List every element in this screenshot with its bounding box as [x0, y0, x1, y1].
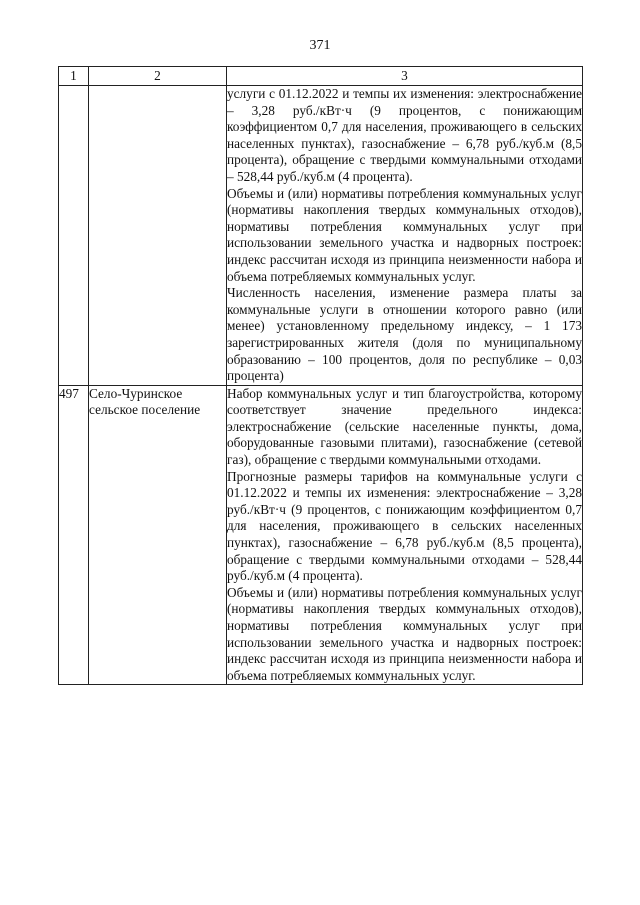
column-header-1: 1: [59, 67, 89, 86]
description-paragraph: Численность населения, изменение размера платы за коммунальные услуги в отношении которого равно (или менее) установленному предельному индексу, – 1 173 зарегистрированных жителя (доля по муниципальному образованию – 100 процентов, доля по республике – 0,03 процента): [227, 285, 582, 384]
description-paragraph: услуги с 01.12.2022 и темпы их изменения: электроснабжение – 3,28 руб./кВт·ч (9 процентов, с понижающим коэффициентом 0,7 для населения, проживающего в сельских населенных пунктах), газоснабжение – 6,78 руб./куб.м (8,5 процента), обращение с твердыми коммунальными отходами – 528,44 руб./куб.м (4 процента).: [227, 86, 582, 184]
column-header-3: 3: [227, 67, 583, 86]
row-number: 497: [59, 385, 89, 685]
table-row: [59, 86, 583, 386]
page-number: 371: [309, 38, 331, 53]
row-number: [59, 86, 89, 386]
table-header-row: [59, 67, 583, 86]
description-paragraph: Объемы и (или) нормативы потребления коммунальных услуг (нормативы накопления твердых коммунальных отходов), нормативы потребления коммунальных услуг при использовании земельного участка и надворных построек: индекс рассчитан исходя из принципа неизменности набора и объема потребляемых коммунальных услуг.: [227, 584, 582, 683]
table-row: [59, 385, 583, 685]
description-cell: [227, 86, 583, 386]
municipality-name: Село-Чуринское сельское поселение: [89, 385, 227, 685]
description-paragraph: Объемы и (или) нормативы потребления коммунальных услуг (нормативы накопления твердых коммунальных отходов), нормативы потребления коммунальных услуг при использовании земельного участка и надворных построек: индекс рассчитан исходя из принципа неизменности набора и объема потребляемых коммунальных услуг.: [227, 185, 582, 284]
column-header-2: 2: [89, 67, 227, 86]
description-cell: [227, 385, 583, 685]
municipality-name: [89, 86, 227, 386]
description-paragraph: Набор коммунальных услуг и тип благоустройства, которому соответствует значение предельного индекса: электроснабжение (сельские населенные пункты, дома, оборудованные газовыми плитами), газоснабжение (сетевой газ), обращение с твердыми коммунальными отходами.: [227, 385, 582, 468]
document-table: [58, 66, 583, 685]
description-paragraph: Прогнозные размеры тарифов на коммунальные услуги с 01.12.2022 и темпы их изменения: электроснабжение – 3,28 руб./кВт·ч (9 процентов, с понижающим коэффициентом 0,7 для населения, проживающего в сельских населенных пунктах), газоснабжение – 6,78 руб./куб.м (8,5 процента), обращение с твердыми коммунальными отходами – 528,44 руб./куб.м (4 процента).: [227, 468, 582, 584]
